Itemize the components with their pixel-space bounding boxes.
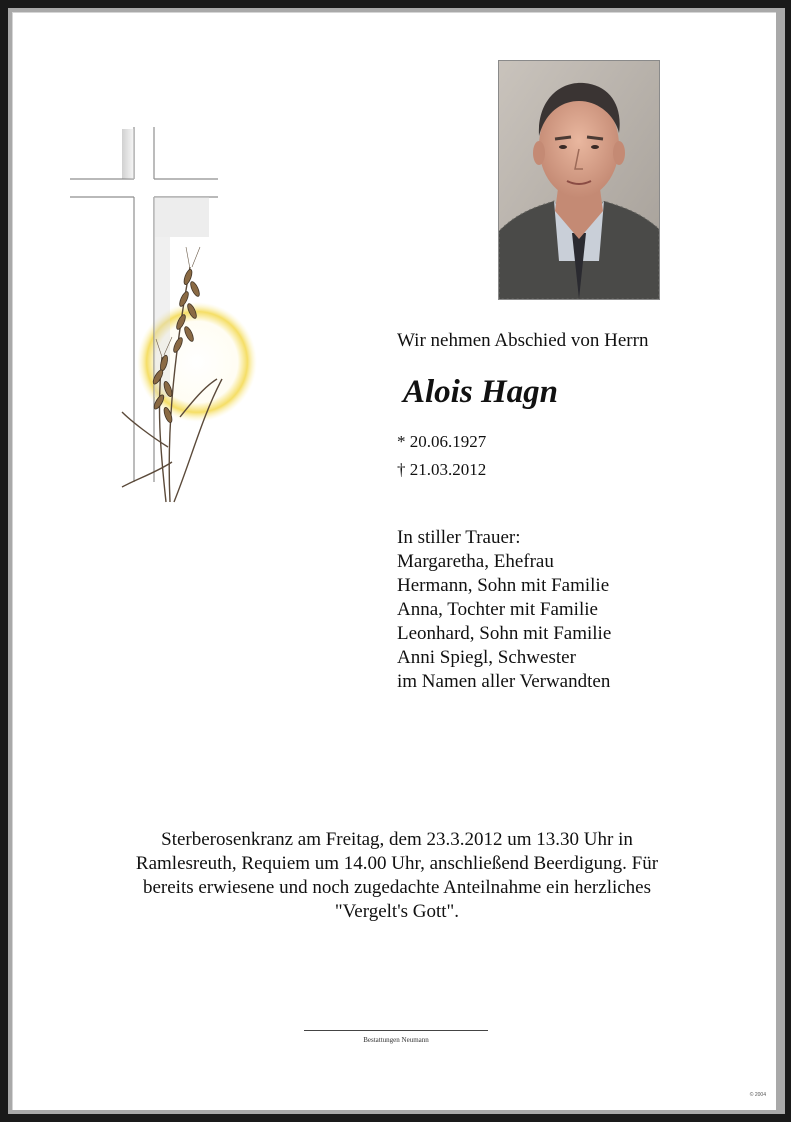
mourner-line: im Namen aller Verwandten: [397, 671, 611, 692]
notice-line: "Vergelt's Gott".: [334, 901, 460, 922]
birth-date: * 20.06.1927: [397, 432, 487, 451]
notice-line: Ramlesreuth, Requiem um 14.00 Uhr, anschließend Beerdigung. Für: [135, 853, 659, 874]
mourner-line: Hermann, Sohn mit Familie: [397, 575, 610, 596]
notice-line: bereits erwiesene und noch zugedachte Anteilnahme ein herzliches: [142, 877, 652, 898]
mourner-line: Margaretha, Ehefrau: [397, 551, 554, 572]
signature-divider: [304, 1030, 488, 1031]
mourner-line: Leonhard, Sohn mit Familie: [397, 623, 612, 644]
death-date: † 21.03.2012: [397, 460, 487, 479]
deceased-name: Alois Hagn: [403, 374, 558, 410]
mourners-heading: In stiller Trauer:: [397, 527, 521, 548]
mourner-line: Anna, Tochter mit Familie: [397, 599, 598, 620]
portrait-photo: [498, 60, 660, 300]
cross-wheat-sun-illustration: [62, 117, 262, 517]
notice-line: Sterberosenkranz am Freitag, dem 23.3.2012 um 13.30 Uhr in: [161, 829, 633, 850]
undertaker-name: Bestattungen Neumann: [363, 1036, 429, 1044]
funeral-notice: [72, 828, 722, 924]
mourner-line: Anni Spiegl, Schwester: [397, 647, 576, 668]
mourners-list: [397, 526, 611, 694]
copyright-mark: © 2004: [749, 1092, 766, 1098]
obituary-card: [12, 12, 776, 1110]
intro-text: Wir nehmen Abschied von Herrn: [397, 330, 649, 351]
